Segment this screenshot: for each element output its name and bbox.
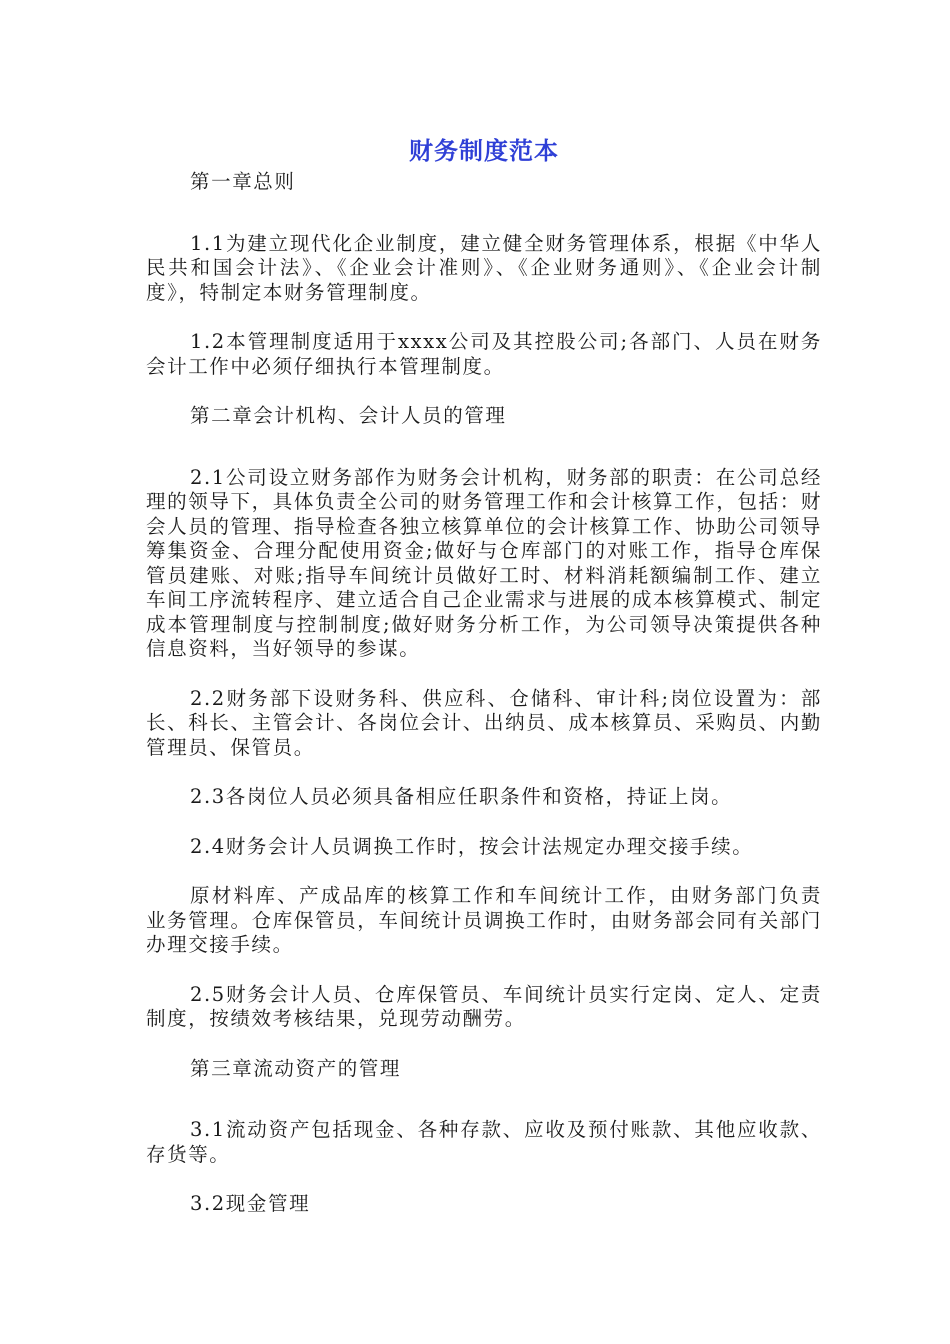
paragraph-2-2: 2.2财务部下设财务科、供应科、仓储科、审计科;岗位设置为：部长、科长、主管会计、各岗位会计、出纳员、成本核算员、采购员、内勤管理员、保管员。 xyxy=(146,686,822,759)
paragraph-1-2: 1.2本管理制度适用于xxxx公司及其控股公司;各部门、人员在财务会计工作中必须仔细执行本管理制度。 xyxy=(146,330,822,378)
paragraph-2-4-note: 原材料库、产成品库的核算工作和车间统计工作，由财务部门负责业务管理。仓库保管员，车间统计员调换工作时，由财务部会同有关部门办理交接手续。 xyxy=(146,884,822,956)
chapter-heading-1: 第一章总则 xyxy=(190,170,296,193)
paragraph-2-3: 2.3各岗位人员必须具备相应任职条件和资格，持证上岗。 xyxy=(190,785,733,808)
document-title: 财务制度范本 xyxy=(409,137,559,165)
paragraph-1-1: 1.1为建立现代化企业制度，建立健全财务管理体系，根据《中华人民共和国会计法》、《企业会计准则》、《企业财务通则》、《企业会计制度》，特制定本财务管理制度。 xyxy=(146,231,822,304)
chapter-heading-2: 第二章会计机构、会计人员的管理 xyxy=(190,404,507,427)
paragraph-3-2: 3.2现金管理 xyxy=(190,1192,311,1215)
chapter-heading-3: 第三章流动资产的管理 xyxy=(190,1056,402,1080)
paragraph-3-1: 3.1流动资产包括现金、各种存款、应收及预付账款、其他应收款、存货等。 xyxy=(146,1118,822,1166)
paragraph-2-4: 2.4财务会计人员调换工作时，按会计法规定办理交接手续。 xyxy=(190,834,754,858)
paragraph-2-1: 2.1公司设立财务部作为财务会计机构，财务部的职责：在公司总经理的领导下，具体负责全公司的财务管理工作和会计核算工作，包括：财会人员的管理、指导检查各独立核算单位的会计核算工作、协助公司领导筹集资金、合理分配使用资金;做好与仓库部门的对账工作，指导仓库保管员建账、对账;指导车间统计员做好工时、材料消耗额编制工作、建立车间工序流转程序、建立适合自己企业需求与进展的成本核算模式、制定成本管理制度与控制制度;做好财务分析工作，为公司领导决策提供各种信息资料，当好领导的参谋。 xyxy=(146,465,822,660)
paragraph-2-5: 2.5财务会计人员、仓库保管员、车间统计员实行定岗、定人、定责制度，按绩效考核结果，兑现劳动酬劳。 xyxy=(146,982,822,1030)
document-body xyxy=(146,170,822,1242)
